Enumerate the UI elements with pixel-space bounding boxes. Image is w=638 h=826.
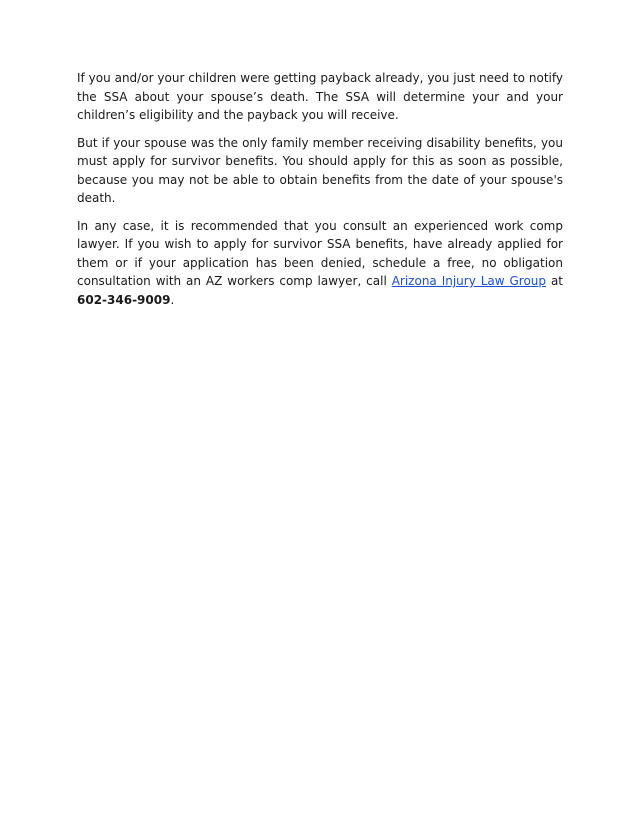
paragraph-survivor-benefits: But if your spouse was the only family member receiving disability benefits, you must apply for survivor benefits. You should apply for this as soon as possible, because you may not be able to obtain benefits from the date of your spouse's death.	[77, 135, 563, 205]
arizona-injury-law-group-link[interactable]: Arizona Injury Law Group	[391, 274, 547, 288]
paragraph-consult-lawyer	[77, 217, 563, 310]
at-text: at	[546, 274, 564, 288]
phone-number: 602-346-9009	[77, 292, 171, 307]
closing-period: .	[170, 292, 175, 307]
consult-text: In any case, it is recommended that you consult an experienced work comp lawyer. If you wish to apply for survivor SSA benefits, have already applied for them or if your application has been denied, schedule a free, no obligation consultation with an AZ workers comp lawyer, call	[77, 218, 563, 288]
document-body	[77, 69, 563, 318]
paragraph-notify-ssa: If you and/or your children were getting payback already, you just need to notify the SSA about your spouse’s death. The SSA will determine your and your children’s eligibility and the payback you will receive.	[77, 71, 563, 122]
